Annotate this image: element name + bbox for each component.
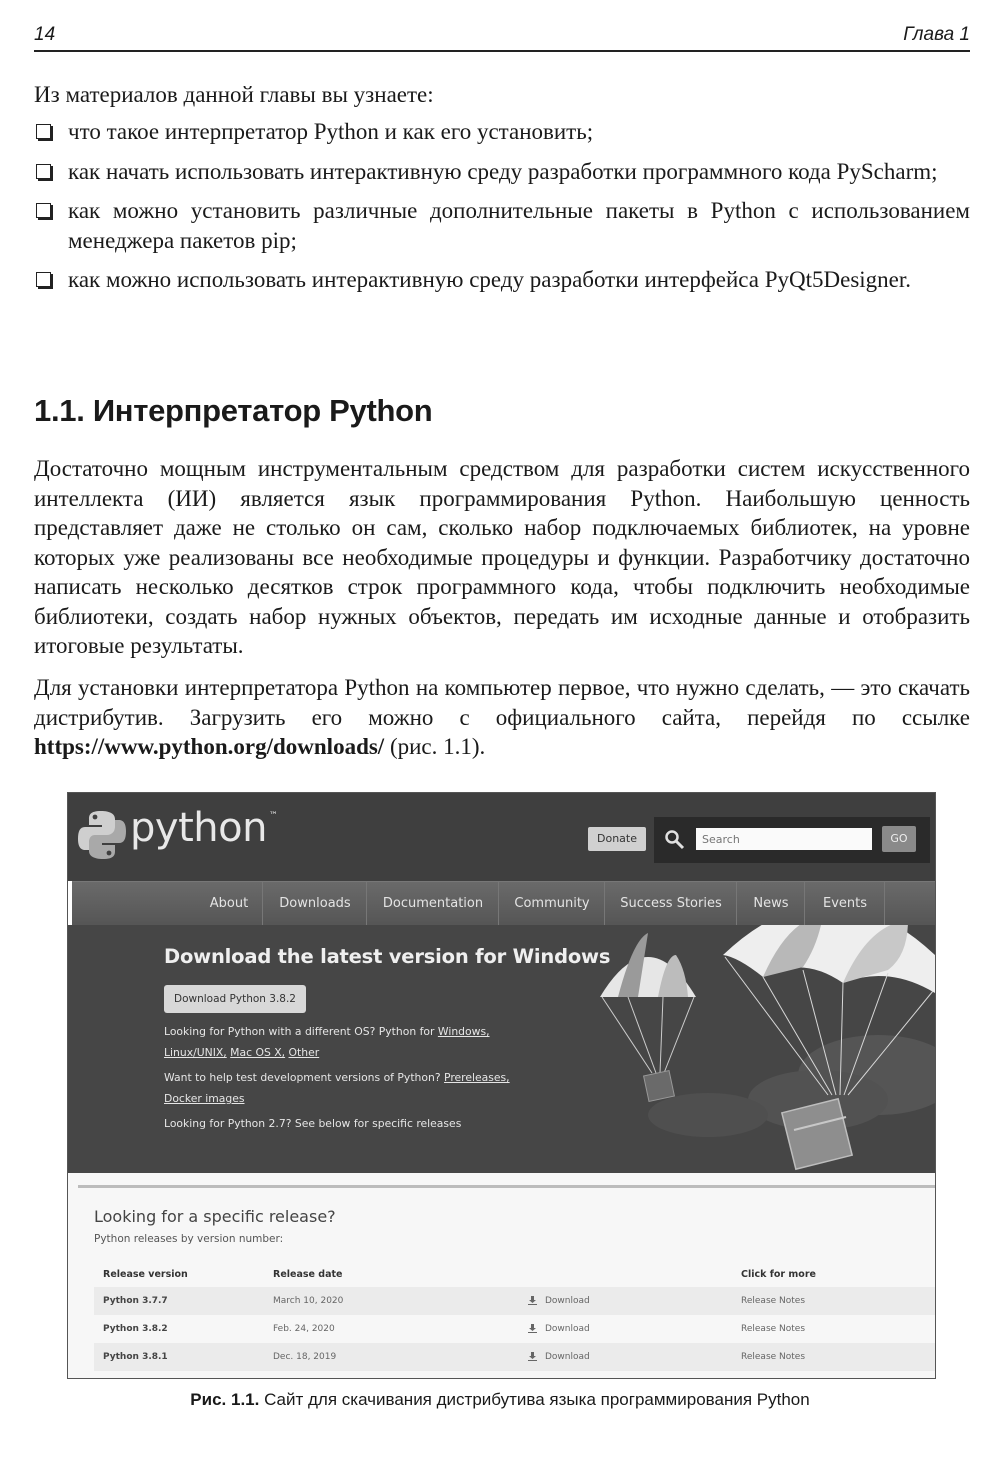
python27-line: Looking for Python 2.7? See below for specific releases	[164, 1117, 462, 1130]
list-item	[34, 157, 970, 187]
release-notes-link[interactable]: Release Notes	[741, 1324, 806, 1334]
release-notes-link[interactable]: Release Notes	[741, 1352, 806, 1362]
hero-text: Want to help test development versions of Python?	[164, 1071, 445, 1084]
bullet-list	[34, 117, 970, 305]
bullet-text: что такое интерпретатор Python и как его установить;	[68, 119, 594, 144]
release-notes-link[interactable]: Release Notes	[741, 1296, 806, 1306]
downloads-url: https://www.python.org/downloads/	[34, 734, 385, 759]
section-title: 1.1. Интерпретатор Python	[34, 393, 433, 428]
search-icon	[664, 829, 686, 851]
search-input[interactable]	[696, 828, 872, 850]
checkbox-bullet-icon	[36, 272, 51, 287]
link-windows[interactable]: Windows,	[437, 1025, 490, 1038]
link-prereleases[interactable]: Prereleases,	[444, 1071, 510, 1084]
nav-downloads[interactable]: Downloads	[262, 882, 367, 926]
checkbox-bullet-icon	[36, 164, 51, 179]
search-area	[654, 817, 930, 863]
parachute-illustration	[588, 925, 935, 1173]
os-links-line-2	[164, 1046, 319, 1059]
bullet-text: как можно использовать интерактивную среду разработки интерфейса PyQt5Designer.	[68, 267, 912, 292]
nav-community[interactable]: Community	[498, 882, 605, 926]
link-linux[interactable]: Linux/UNIX,	[164, 1046, 227, 1059]
download-link[interactable]	[528, 1343, 590, 1371]
download-link[interactable]	[528, 1315, 590, 1343]
table-row	[94, 1343, 935, 1371]
col-release-date: Release date	[273, 1269, 343, 1280]
download-link[interactable]	[528, 1287, 590, 1315]
os-links-line	[164, 1025, 490, 1038]
page-number: 14	[34, 24, 56, 45]
download-icon	[528, 1296, 537, 1305]
download-label: Download	[545, 1324, 590, 1334]
download-icon	[528, 1352, 537, 1361]
release-version[interactable]: Python 3.7.7	[103, 1296, 168, 1306]
col-release-version: Release version	[103, 1269, 188, 1280]
test-versions-line	[164, 1071, 510, 1084]
col-click-more: Click for more	[741, 1269, 816, 1280]
caption-text: Сайт для скачивания дистрибутива языка программирования Python	[259, 1390, 810, 1409]
nav-events[interactable]: Events	[804, 882, 885, 926]
nav-success-stories[interactable]: Success Stories	[604, 882, 737, 926]
bullet-text: как можно установить различные дополнительные пакеты в Python с использованием менеджера пакетов pip;	[68, 198, 970, 253]
nav-documentation[interactable]: Documentation	[366, 882, 499, 926]
link-other[interactable]: Other	[288, 1046, 320, 1059]
paragraph-with-link	[34, 673, 970, 762]
paragraph-text: (рис. 1.1).	[384, 734, 486, 759]
download-python-button[interactable]: Download Python 3.8.2	[164, 985, 306, 1013]
paragraph-text: Для установки интерпретатора Python на компьютер первое, что нужно сделать, — это скачать дистрибутив. Загрузить его можно с официального сайта, перейдя по ссылке	[34, 675, 970, 730]
download-label: Download	[545, 1296, 590, 1306]
wordmark-text: python	[130, 805, 267, 851]
list-item	[34, 117, 970, 147]
hero-text: Looking for Python with a different OS? Python for	[164, 1025, 438, 1038]
release-version[interactable]: Python 3.8.2	[103, 1324, 168, 1334]
list-item	[34, 265, 970, 295]
trademark-mark: ™	[268, 811, 278, 821]
python-logo-icon	[78, 809, 126, 861]
paragraph: Достаточно мощным инструментальным средством для разработки систем искусственного интеллекта (ИИ) является язык программирования Python. Наибольшую ценность представляет даже не столько он сам, сколько набор подключаемых библиотек, на уровне которых уже реализованы все необходимые процедуры и функции. Разработчику достаточно написать несколько десятков строк программного кода, чтобы подключить необходимые библиотеки, создать набор нужных объектов, передать им исходные данные и отобразить итоговые результаты.	[34, 456, 970, 658]
download-hero	[68, 925, 935, 1173]
release-date: Dec. 18, 2019	[273, 1352, 337, 1362]
go-button[interactable]: GO	[882, 826, 916, 852]
checkbox-bullet-icon	[36, 124, 51, 139]
donate-button[interactable]: Donate	[588, 827, 646, 851]
docker-line	[164, 1092, 245, 1105]
release-date: March 10, 2020	[273, 1296, 344, 1306]
site-header	[68, 793, 935, 881]
releases-section	[68, 1173, 935, 1378]
nav-news[interactable]: News	[736, 882, 805, 926]
bullet-text: как начать использовать интерактивную среду разработки программного кода PyScharm;	[68, 158, 938, 184]
link-docker-images[interactable]: Docker images	[164, 1092, 245, 1105]
link-macos[interactable]: Mac OS X,	[230, 1046, 286, 1059]
nav-about[interactable]: About	[209, 896, 249, 911]
download-label: Download	[545, 1352, 590, 1362]
table-row	[94, 1287, 935, 1315]
release-date: Feb. 24, 2020	[273, 1324, 335, 1334]
hero-title: Download the latest version for Windows	[164, 945, 611, 968]
releases-subtitle: Python releases by version number:	[94, 1233, 284, 1245]
figure-caption	[0, 1390, 1000, 1410]
table-row	[94, 1315, 935, 1343]
divider	[78, 1185, 935, 1188]
figure-screenshot	[67, 792, 936, 1379]
intro-text: Из материалов данной главы вы узнаете:	[34, 82, 434, 107]
python-wordmark[interactable]	[130, 805, 277, 851]
main-nav	[72, 881, 935, 926]
running-header	[34, 22, 970, 52]
checkbox-bullet-icon	[36, 203, 51, 218]
list-item	[34, 196, 970, 255]
releases-title: Looking for a specific release?	[94, 1207, 336, 1226]
nav-divider	[884, 882, 936, 926]
chapter-label: Глава 1	[903, 24, 970, 45]
caption-label: Рис. 1.1.	[190, 1390, 260, 1409]
download-icon	[528, 1324, 537, 1333]
release-version[interactable]: Python 3.8.1	[103, 1352, 168, 1362]
